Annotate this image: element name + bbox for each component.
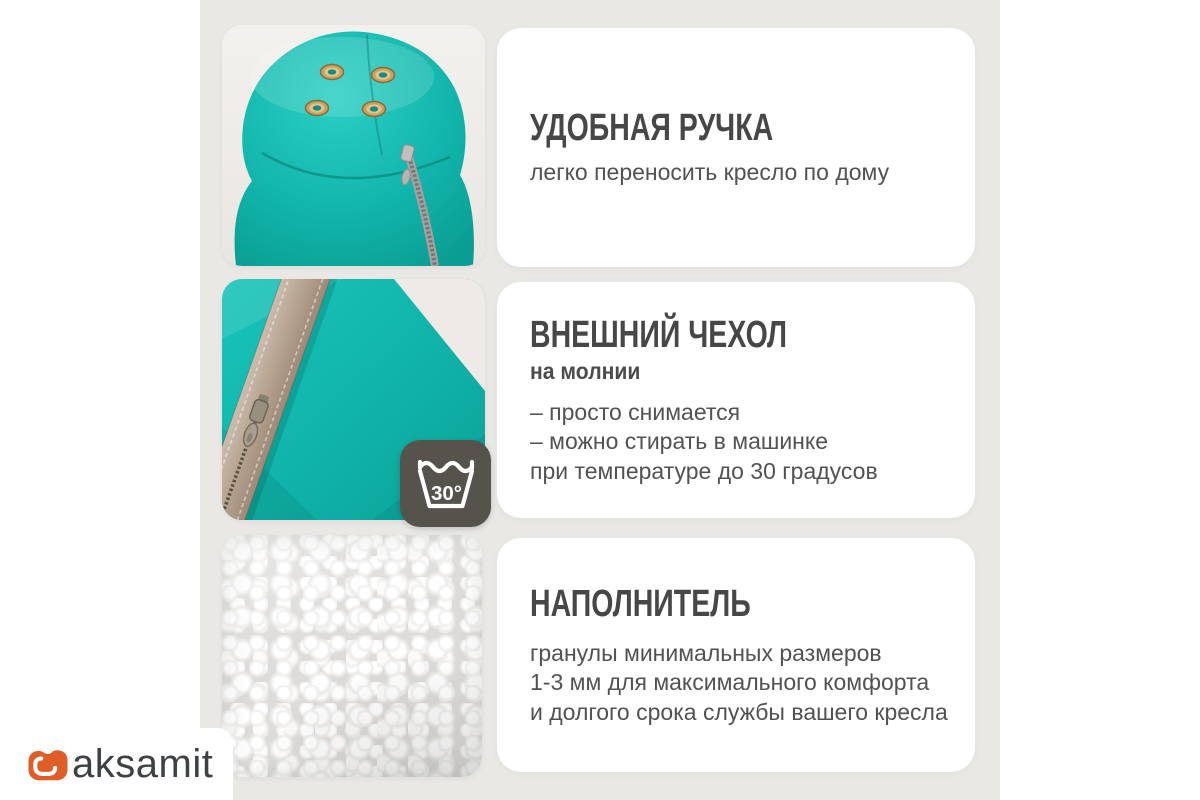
grommet-icon	[363, 102, 386, 117]
card-subtitle: на молнии	[530, 357, 641, 384]
card-title: УДОБНАЯ РУЧКА	[530, 107, 774, 150]
wash-temperature-label: 30°	[430, 481, 462, 505]
card-line: – просто снимается	[530, 398, 741, 425]
card-line: 1-3 мм для максимального комфорта	[530, 669, 930, 696]
beanbag-handle-illustration	[222, 25, 485, 266]
card-title: НАПОЛНИТЕЛЬ	[530, 582, 751, 625]
wash-tub-30-icon	[414, 455, 478, 513]
photo-filler-foam-beads	[222, 535, 482, 777]
brand-logo	[0, 728, 233, 800]
card-line: гранулы минимальных размеров	[530, 639, 882, 666]
brand-name: aksamit	[72, 741, 214, 786]
wash-care-badge	[400, 440, 491, 527]
card-line: при температуре до 30 градусов	[530, 457, 878, 484]
grommet-icon	[321, 65, 344, 80]
feature-card-filler	[497, 538, 975, 772]
grommet-icon	[372, 68, 395, 83]
card-title: ВНЕШНИЙ ЧЕХОЛ	[530, 313, 788, 356]
feature-card-cover	[497, 282, 975, 518]
card-lines	[530, 398, 949, 487]
grommet-icon	[306, 101, 329, 116]
card-line: – можно стирать в машинке	[530, 428, 828, 455]
feature-card-handle	[497, 28, 975, 267]
beanbag-chair-icon	[27, 747, 69, 782]
card-lines	[530, 639, 949, 728]
card-line: и долгого срока службы вашего кресла	[530, 698, 948, 725]
photo-handle	[222, 25, 485, 266]
foam-shading-overlay	[222, 535, 482, 777]
card-line: легко переносить кресло по дому	[530, 159, 890, 186]
